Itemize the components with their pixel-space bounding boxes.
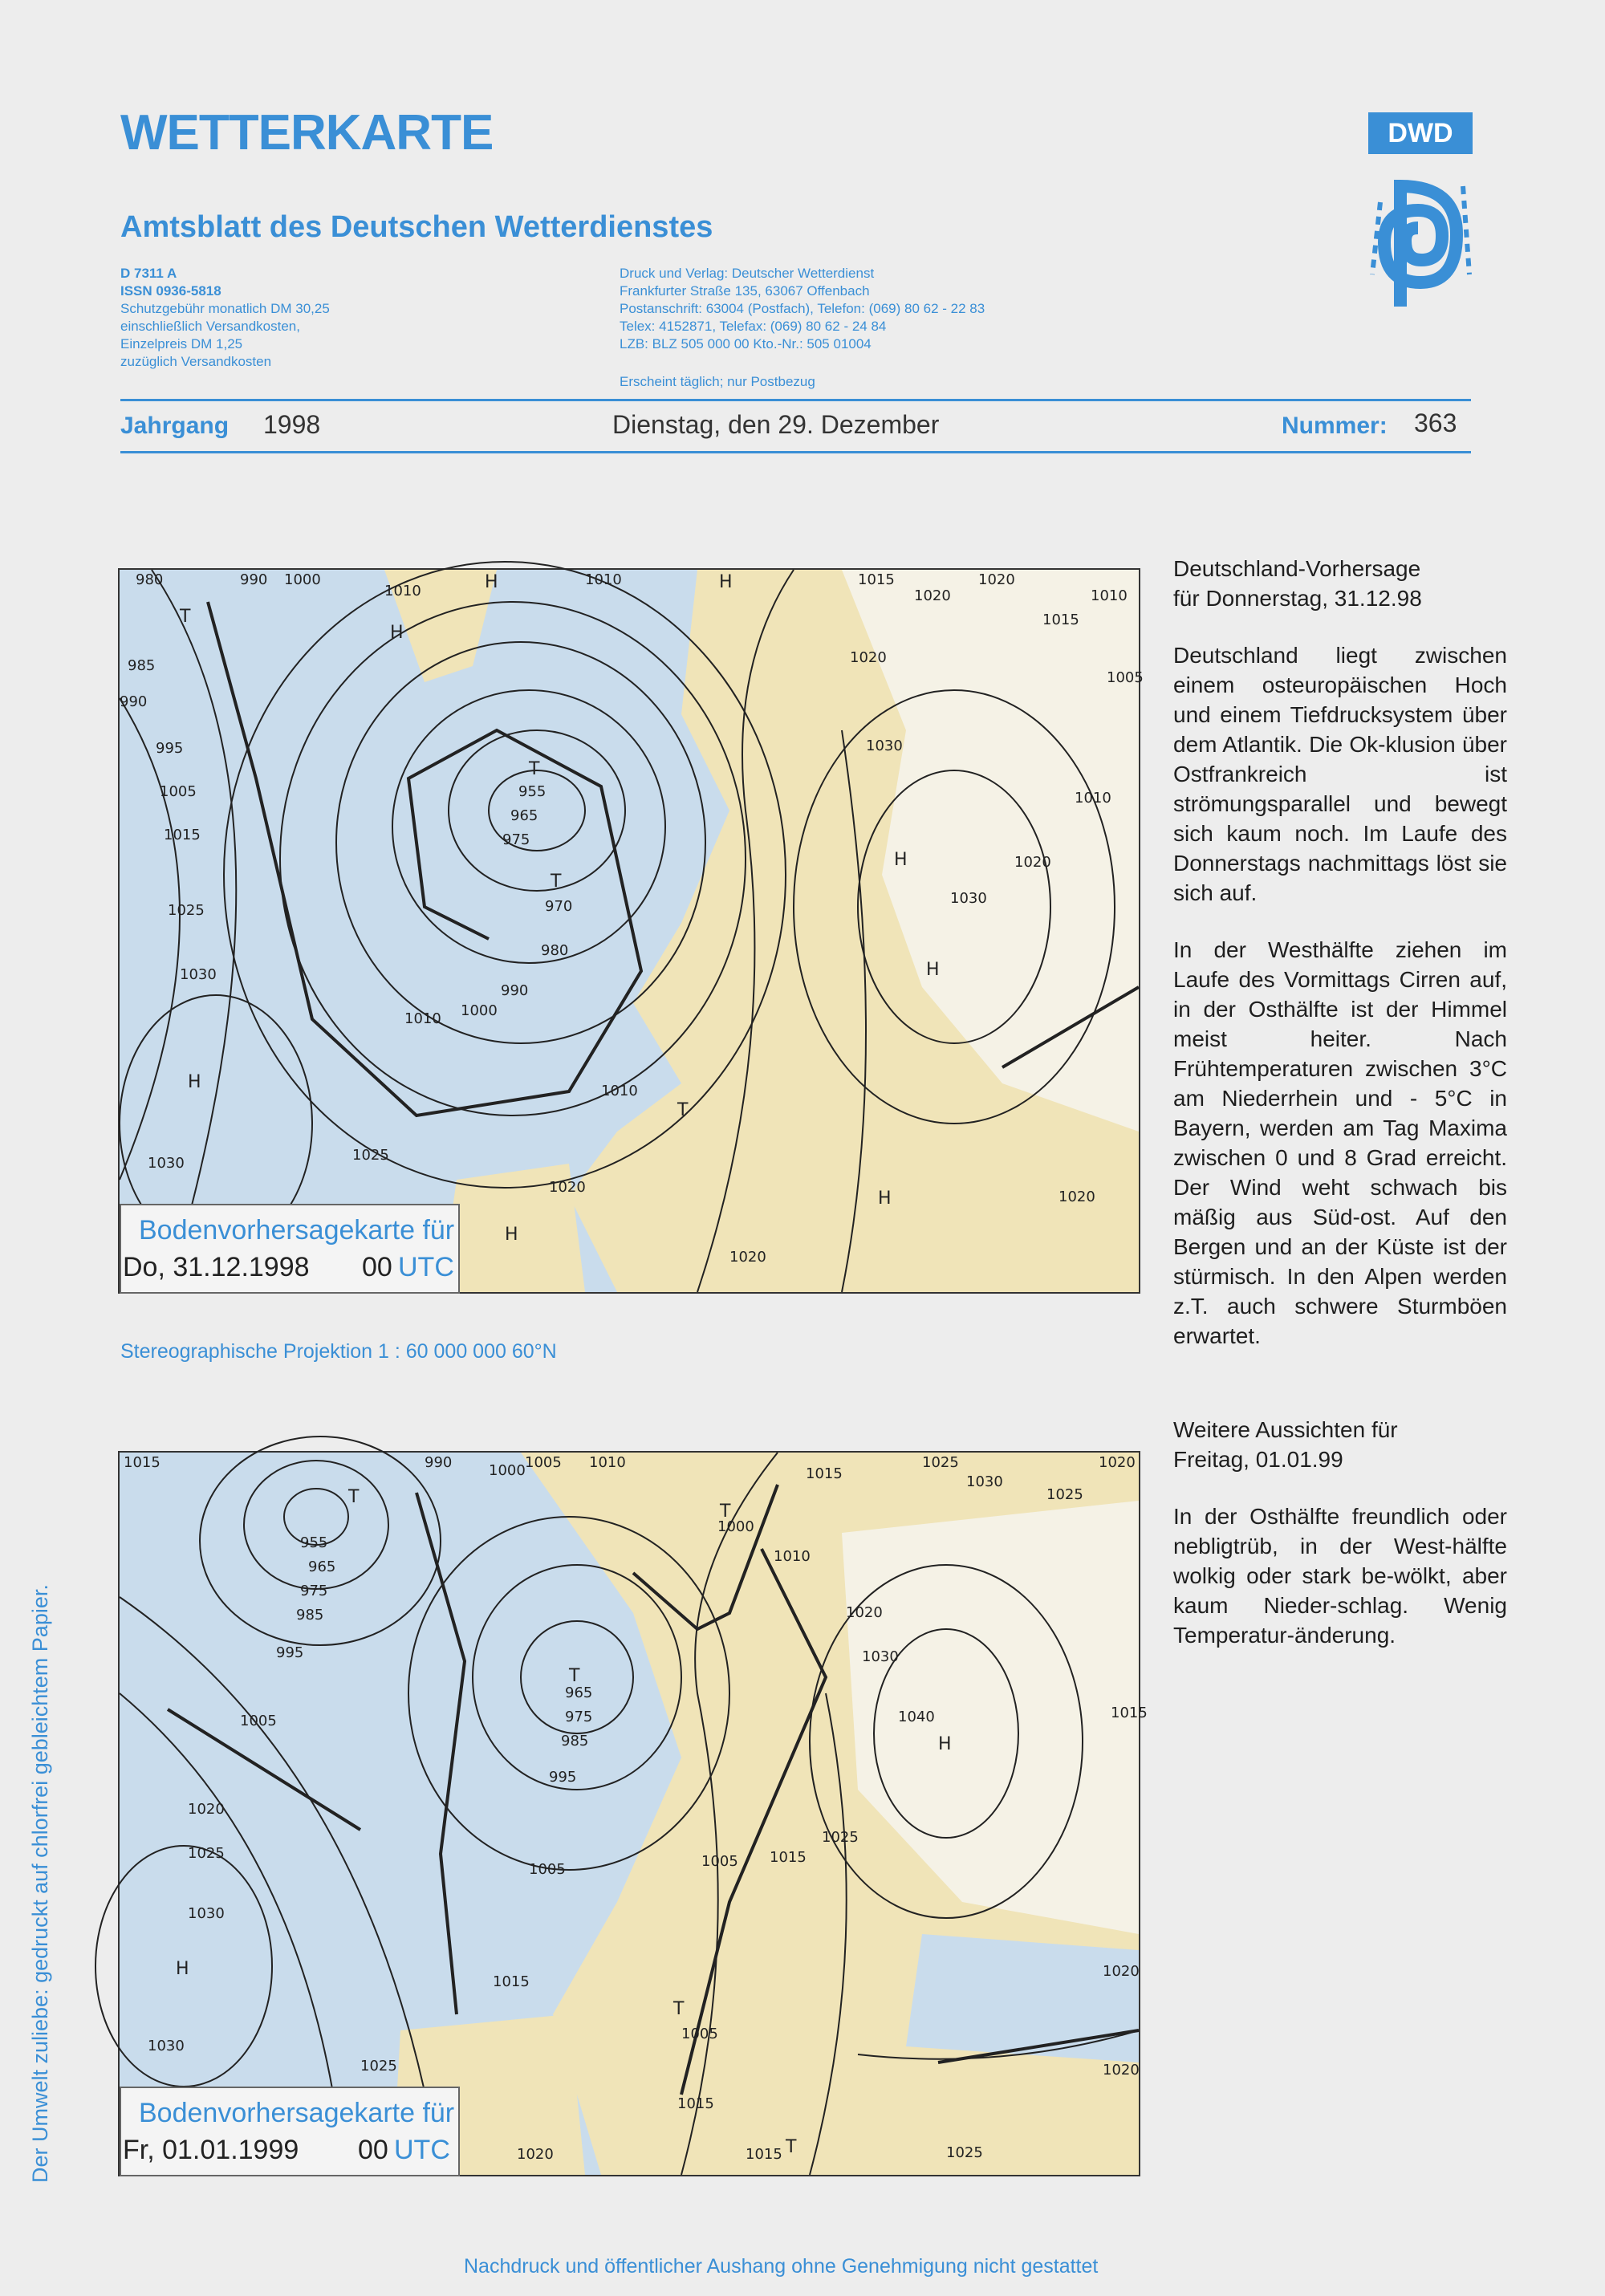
isobar2-label-995: 995 xyxy=(276,1644,304,1661)
fee-line-3: Einzelpreis DM 1,25 xyxy=(120,336,243,352)
isobar2-label-955: 955 xyxy=(300,1534,328,1551)
isobar-label-1010: 1010 xyxy=(384,583,421,599)
page-subtitle: Amtsblatt des Deutschen Wetterdienstes xyxy=(120,210,713,244)
isobar-label-1030: 1030 xyxy=(180,966,217,983)
high-center-6: H xyxy=(188,1072,201,1092)
isobar-label-980: 980 xyxy=(136,571,164,588)
map1-legend-title: Bodenvorhersagekarte für xyxy=(139,1215,455,1246)
isobar2-label-995b: 995 xyxy=(549,1769,577,1786)
high-center-3: H xyxy=(390,623,404,643)
forecast-heading-1: Deutschland-Vorhersage xyxy=(1173,556,1421,581)
isobar-label-1005b: 1005 xyxy=(160,783,197,800)
isobar-label-1010f: 1010 xyxy=(1075,790,1111,807)
logo-label: DWD xyxy=(1368,112,1473,154)
isobar2-label-1015e: 1015 xyxy=(493,1973,530,1990)
isobar-label-1010d: 1010 xyxy=(404,1010,441,1027)
projection-note: Stereographische Projektion 1 : 60 000 000 60°N xyxy=(120,1340,557,1363)
map2-legend-date: Fr, 01.01.1999 xyxy=(123,2135,299,2165)
isobar-label-1030b: 1030 xyxy=(148,1155,185,1172)
isobar2-label-1005e: 1005 xyxy=(681,2026,718,2042)
isobar2-label-1030: 1030 xyxy=(966,1473,1003,1490)
isobar2-label-1000: 1000 xyxy=(489,1462,526,1479)
isobar-label-1020: 1020 xyxy=(914,587,951,604)
outlook-paragraph: In der Osthälfte freundlich oder nebligtrüb, in der West-hälfte wolkig oder stark be-wölkt, aber kaum Nieder-schlag. Wenig Temperatur-änderung. xyxy=(1173,1504,1507,1648)
isobar2-label-965b: 965 xyxy=(565,1684,593,1701)
weather-map-1 xyxy=(118,568,1144,1294)
side-note: Der Umwelt zuliebe: gedruckt auf chlorfrei gebleichtem Papier. xyxy=(28,1584,52,2183)
forecast-heading-2: für Donnerstag, 31.12.98 xyxy=(1173,586,1422,611)
isobar2-label-1015c: 1015 xyxy=(1111,1705,1148,1721)
isobar-label-990c: 990 xyxy=(501,982,529,999)
map2-legend xyxy=(120,2087,460,2176)
isobar2-label-985: 985 xyxy=(296,1607,324,1623)
publisher-line-1: Druck und Verlag: Deutscher Wetterdienst xyxy=(620,266,875,281)
isobar2-label-1015d: 1015 xyxy=(770,1849,807,1866)
publisher-line-4: Telex: 4152871, Telefax: (069) 80 62 - 24 84 xyxy=(620,319,887,334)
isobar-label-965: 965 xyxy=(510,807,538,824)
isobar2-label-1025: 1025 xyxy=(922,1454,959,1471)
isobar-label-1000b: 1000 xyxy=(461,1002,498,1019)
jahrgang-label: Jahrgang xyxy=(120,412,230,439)
isobar2-label-1025c: 1025 xyxy=(188,1845,225,1862)
isobar2-label-1015f: 1015 xyxy=(677,2095,714,2112)
isobar2-label-1005c: 1005 xyxy=(529,1861,566,1878)
isobar-label-1020e: 1020 xyxy=(850,649,887,666)
isobar-label-1030c: 1030 xyxy=(866,738,903,754)
isobar2-label-1010b: 1010 xyxy=(774,1548,811,1565)
isobar2-label-965: 965 xyxy=(308,1558,336,1575)
header-rule-bottom xyxy=(120,451,1471,453)
isobar-label-980b: 980 xyxy=(541,942,569,959)
low-center-2: T xyxy=(551,872,562,892)
weather-map-2 xyxy=(118,1451,1148,2176)
publisher-line-3: Postanschrift: 63004 (Postfach), Telefon: (069) 80 62 - 22 83 xyxy=(620,301,985,316)
low-center-3: T xyxy=(180,607,191,627)
isobar2-label-1020: 1020 xyxy=(1099,1454,1136,1471)
isobar-label-1020f: 1020 xyxy=(1014,854,1051,871)
forecast-paragraph-1: Deutschland liegt zwischen einem osteuropäischen Hoch und einem Tiefdrucksystem über dem Atlantik. Die Ok-klusion über Ostfrankreich ist strömungsparallel und bewegt sich kaum noch. Im Laufe des Donnerstags nachmittags löst sie sich auf. xyxy=(1173,643,1507,905)
isobar-label-1025b: 1025 xyxy=(352,1147,389,1164)
isobar2-label-1020c: 1020 xyxy=(846,1604,883,1621)
high-center-4: H xyxy=(894,850,908,870)
high-center-7: H xyxy=(878,1189,892,1209)
isobar2-label-1015b: 1015 xyxy=(806,1465,843,1482)
isobar-label-985: 985 xyxy=(128,657,156,674)
isobar2-label-1025f: 1025 xyxy=(946,2144,983,2161)
outlook-heading-1: Weitere Aussichten für xyxy=(1173,1417,1398,1442)
map2-low-center-4: T xyxy=(786,2137,797,2157)
map2-legend-title: Bodenvorhersagekarte für xyxy=(139,2098,455,2128)
isobar2-label-1030b: 1030 xyxy=(188,1905,225,1922)
low-center-1: T xyxy=(529,759,540,779)
isobar-label-1010c: 1010 xyxy=(1091,587,1128,604)
isobar-label-1030d: 1030 xyxy=(950,890,987,907)
isobar2-label-1005: 1005 xyxy=(525,1454,562,1471)
isobar-label-955: 955 xyxy=(518,783,547,800)
isobar2-label-1030d: 1030 xyxy=(148,2038,185,2054)
page-title: WETTERKARTE xyxy=(120,105,494,161)
map2-low-center-1: T xyxy=(569,1666,580,1686)
publication-info xyxy=(120,265,330,371)
isobar-label-1020d: 1020 xyxy=(729,1249,766,1266)
low-center-4: T xyxy=(677,1100,689,1120)
isobar-label-1025: 1025 xyxy=(168,902,205,919)
map1-legend-utc: UTC xyxy=(398,1252,454,1282)
isobar-label-1020b: 1020 xyxy=(978,571,1015,588)
outlook-heading-2: Freitag, 01.01.99 xyxy=(1173,1447,1343,1472)
isobar-label-1010b: 1010 xyxy=(585,571,622,588)
isobar2-label-1040: 1040 xyxy=(898,1709,935,1725)
isobar2-label-1025d: 1025 xyxy=(822,1829,859,1846)
map1-drawing xyxy=(120,570,1144,1292)
outlook-column xyxy=(1173,1415,1507,1677)
map2-high-center-1: H xyxy=(176,1959,189,1979)
isobar-label-1015c: 1015 xyxy=(164,827,201,843)
map2-low-center-2: T xyxy=(720,1502,731,1522)
isobar2-label-985b: 985 xyxy=(561,1733,589,1749)
map1-legend xyxy=(120,1204,460,1294)
isobar-label-975: 975 xyxy=(502,831,530,848)
isobar-label-1005: 1005 xyxy=(1107,669,1144,686)
isobar-label-995: 995 xyxy=(156,740,184,757)
isobar-label-1015b: 1015 xyxy=(1042,612,1079,628)
appearance-note: Erscheint täglich; nur Postbezug xyxy=(620,374,815,389)
high-center-5: H xyxy=(926,960,940,980)
header-rule-top xyxy=(120,399,1471,401)
isobar-label-990b: 990 xyxy=(120,693,148,710)
map2-legend-utc: UTC xyxy=(394,2135,450,2165)
isobar-label-1020c: 1020 xyxy=(549,1179,586,1196)
issn: ISSN 0936-5818 xyxy=(120,283,221,299)
isobar2-label-1010: 1010 xyxy=(589,1454,626,1471)
fee-line-2: einschließlich Versandkosten, xyxy=(120,319,300,334)
isobar2-label-1005d: 1005 xyxy=(701,1853,738,1870)
isobar2-label-1030c: 1030 xyxy=(862,1648,899,1665)
isobar2-label-1020f: 1020 xyxy=(1103,2062,1140,2079)
map2-low-center-5: T xyxy=(348,1487,360,1507)
nummer-label: Nummer: xyxy=(1282,412,1388,439)
isobar2-label-1020e: 1020 xyxy=(1103,1963,1140,1980)
isobar2-label-1015g: 1015 xyxy=(746,2146,782,2163)
isobar2-label-1025b: 1025 xyxy=(1046,1486,1083,1503)
isobar2-label-1020d: 1020 xyxy=(517,2146,554,2163)
fee-line-1: Schutzgebühr monatlich DM 30,25 xyxy=(120,301,330,316)
order-number: D 7311 A xyxy=(120,266,177,281)
forecast-paragraph-2: In der Westhälfte ziehen im Laufe des Vormittags Cirren auf, in der Osthälfte ist der Himmel meist heiter. Nach Frühtemperaturen zwischen 3°C am Niederrhein und - 5°C in Bayern, werden am Tag Maxima zwischen 0 und 8 Grad erreicht. Der Wind weht schwach bis mäßig aus Süd-ost. Auf den Bergen und an der Küste ist der stürmisch. In den Alpen werden z.T. auch schwere Sturmböen erwartet. xyxy=(1173,937,1507,1348)
publisher-line-5: LZB: BLZ 505 000 00 Kto.-Nr.: 505 01004 xyxy=(620,336,872,352)
high-center-1: H xyxy=(485,572,498,592)
map1-legend-time: 00 xyxy=(362,1252,392,1282)
fee-line-4: zuzüglich Versandkosten xyxy=(120,354,272,369)
map2-drawing xyxy=(120,1453,1148,2175)
map2-high-center-2: H xyxy=(938,1734,952,1754)
isobar2-label-975: 975 xyxy=(300,1583,328,1599)
isobar2-label-1015: 1015 xyxy=(124,1454,160,1471)
issue-date: Dienstag, den 29. Dezember xyxy=(612,410,940,439)
swirl-icon xyxy=(1368,154,1473,307)
isobar2-label-1000b: 1000 xyxy=(717,1518,754,1535)
high-center-2: H xyxy=(719,572,733,592)
isobar-label-1010e: 1010 xyxy=(601,1083,638,1099)
isobar2-label-975b: 975 xyxy=(565,1709,593,1725)
publisher-line-2: Frankfurter Straße 135, 63067 Offenbach xyxy=(620,283,870,299)
isobar-label-1020g: 1020 xyxy=(1058,1189,1095,1205)
dwd-logo xyxy=(1368,112,1473,309)
isobar2-label-990: 990 xyxy=(425,1454,453,1471)
isobar-label-970: 970 xyxy=(545,898,573,915)
high-center-8: H xyxy=(505,1225,518,1245)
footer-note: Nachdruck und öffentlicher Aushang ohne Genehmigung nicht gestattet xyxy=(464,2255,1099,2278)
isobar-label-1015: 1015 xyxy=(858,571,895,588)
map2-legend-time: 00 xyxy=(358,2135,388,2165)
isobar2-label-1005b: 1005 xyxy=(240,1713,277,1729)
isobar-label-1000: 1000 xyxy=(284,571,321,588)
isobar-label-990: 990 xyxy=(240,571,268,588)
publisher-info xyxy=(620,265,985,353)
map2-low-center-3: T xyxy=(673,1999,685,2019)
jahrgang-value: 1998 xyxy=(263,410,321,439)
map1-legend-date: Do, 31.12.1998 xyxy=(123,1252,310,1282)
isobar2-label-1020b: 1020 xyxy=(188,1801,225,1818)
isobar2-label-1025e: 1025 xyxy=(360,2058,397,2075)
nummer-value: 363 xyxy=(1414,408,1457,437)
forecast-column xyxy=(1173,554,1507,1378)
